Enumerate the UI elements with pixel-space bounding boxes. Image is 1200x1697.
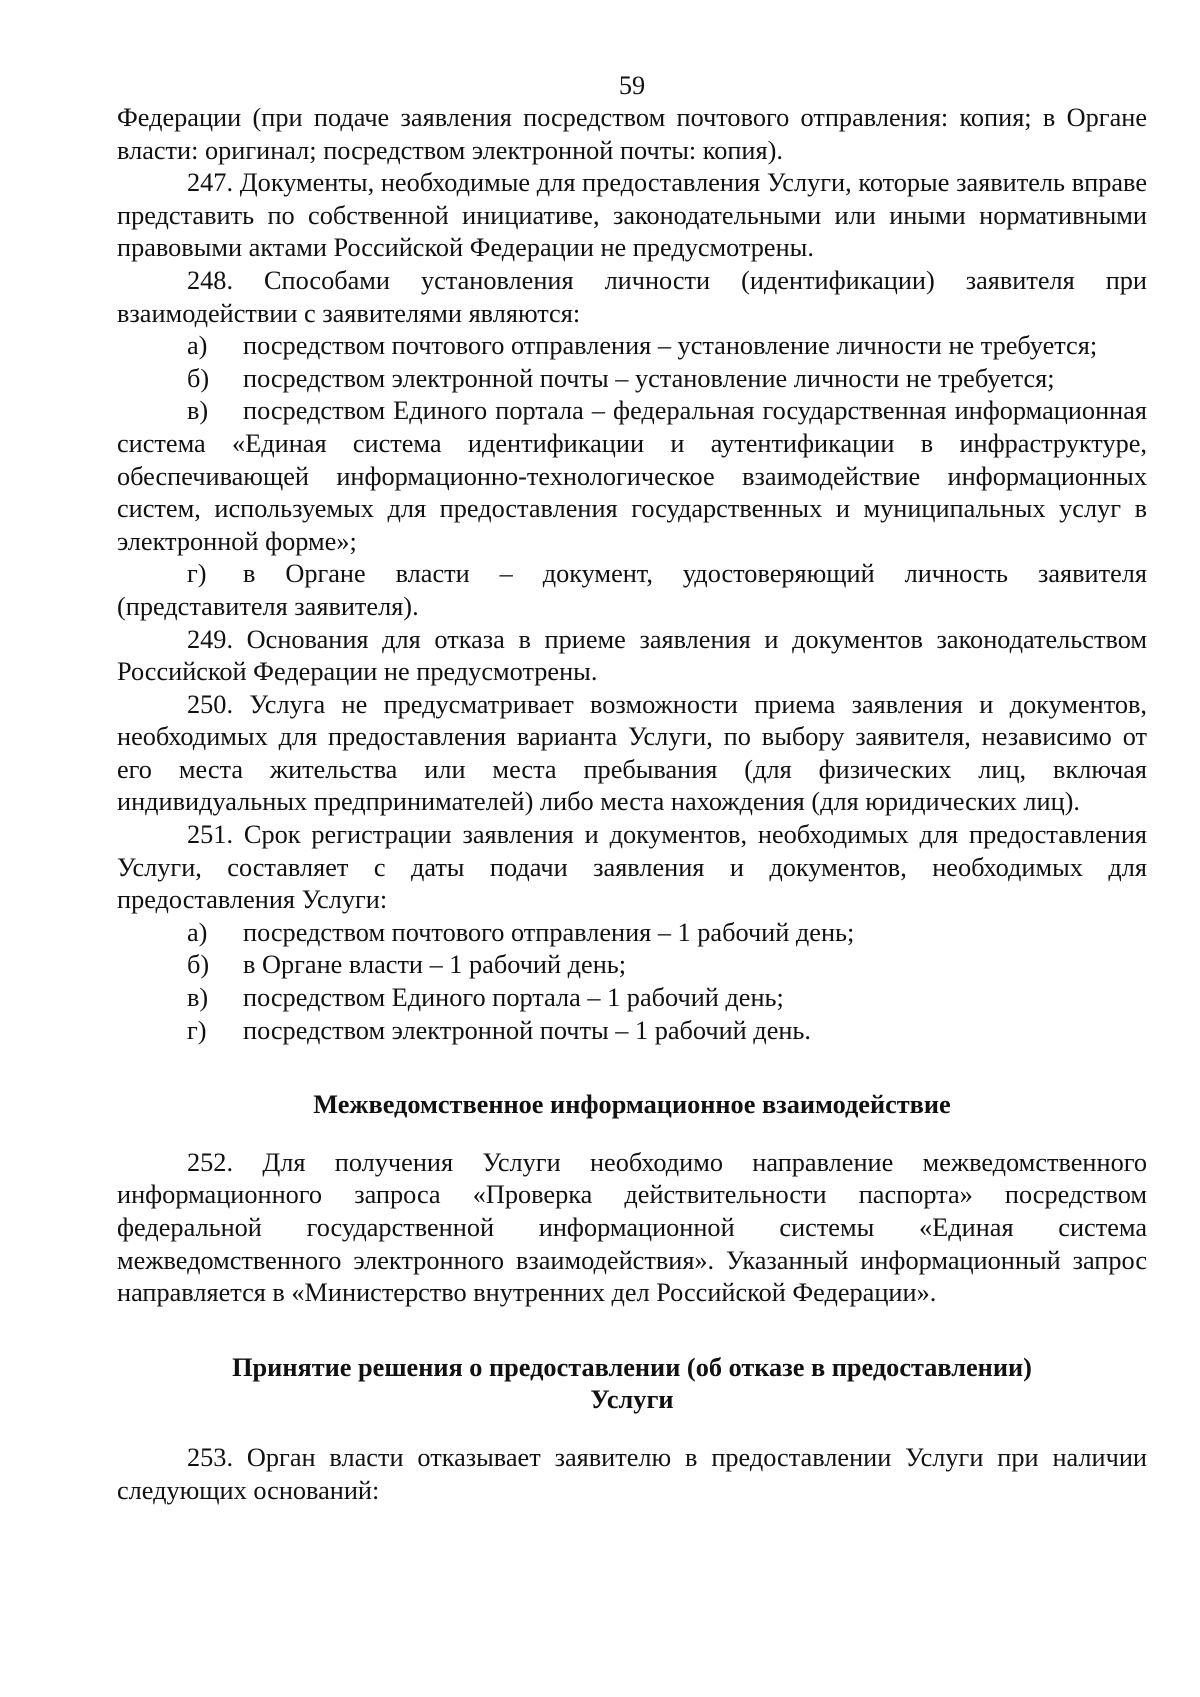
section-heading-interagency: Межведомственное информационное взаимодействие (313, 1090, 951, 1120)
section-gap (117, 1310, 1147, 1352)
paragraph-continuation: Федерации (при подаче заявления посредством почтового отправления: копия; в Органе власти: оригинал; посредством электронной почты: копия). (117, 103, 1147, 165)
paragraph-247: 247. Документы, необходимые для предоставления Услуги, которые заявитель вправе представить по собственной инициативе, законодательными или иными нормативными правовыми актами Российской Федерации не предусмотрены. (117, 168, 1147, 263)
list-item-251-a (117, 917, 1147, 950)
section-gap (117, 1417, 1147, 1442)
list-item-248-a (117, 330, 1147, 363)
page-number: 59 (618, 71, 646, 100)
list-text: в Органе власти – 1 рабочий день; (243, 950, 627, 980)
list-marker: б) (187, 950, 210, 980)
list-text: посредством Единого портала – 1 рабочий день; (243, 983, 784, 1013)
list-marker: а) (187, 331, 208, 361)
list-item-251-b (117, 949, 1147, 982)
list-text: посредством почтового отправления – установление личности не требуется; (243, 331, 1098, 361)
list-item-248-v (117, 395, 1147, 558)
paragraph-250: 250. Услуга не предусматривает возможности приема заявления и документов, необходимых для предоставления варианта Услуги, по выбору заявителя, независимо от его места жительства или места пребывания (для физических лиц, включая индивидуальных предпринимателей) либо места нахождения (для юридических лиц). (117, 689, 1147, 817)
list-text: в Органе власти – документ, удостоверяющий личность заявителя (представителя заявителя). (117, 559, 1147, 621)
list-marker: в) (187, 396, 209, 426)
list-text: посредством почтового отправления – 1 рабочий день; (243, 917, 855, 947)
list-marker: в) (187, 983, 209, 1013)
list-marker: г) (187, 1015, 207, 1045)
section-heading-decision-line1: Принятие решения о предоставлении (об отказе в предоставлении) (232, 1352, 1032, 1382)
paragraph-251: 251. Срок регистрации заявления и документов, необходимых для предоставления Услуги, составляет с даты подачи заявления и документов, необходимых для предоставления Услуги: (117, 820, 1147, 915)
paragraph-248: 248. Способами установления личности (идентификации) заявителя при взаимодействии с заявителями являются: (117, 265, 1147, 328)
paragraph-253: 253. Орган власти отказывает заявителю в предоставлении Услуги при наличии следующих оснований: (117, 1442, 1147, 1505)
paragraph-252: 252. Для получения Услуги необходимо направление межведомственного информационного запроса «Проверка действительности паспорта» посредством федеральной государственной информационной системы «Единая система межведомственного электронного взаимодействия». Указанный информационный запрос направляется в «Министерство внутренних дел Российской Федерации». (117, 1147, 1147, 1308)
section-gap (117, 1047, 1147, 1089)
paragraph-249: 249. Основания для отказа в приеме заявления и документов законодательством Российской Федерации не предусмотрены. (117, 624, 1147, 687)
list-item-251-v (117, 982, 1147, 1015)
list-text: посредством электронной почты – установление личности не требуется; (243, 363, 1055, 393)
list-item-251-g (117, 1015, 1147, 1048)
section-gap (117, 1122, 1147, 1147)
list-marker: б) (187, 363, 210, 393)
list-item-248-b (117, 363, 1147, 396)
list-marker: а) (187, 917, 208, 947)
list-marker: г) (187, 559, 207, 589)
list-text: посредством электронной почты – 1 рабочий день. (243, 1015, 812, 1045)
document-page (117, 70, 1147, 1507)
list-text: посредством Единого портала – федеральная государственная информационная система «Единая система идентификации и аутентификации в инфраструктуре, обеспечивающей информационно-технологическое взаимодействие информационных систем, используемых для предоставления государственных и муниципальных услуг в электронной форме»; (117, 396, 1147, 556)
section-heading-decision-line2: Услуги (590, 1385, 674, 1415)
list-item-248-g (117, 558, 1147, 623)
